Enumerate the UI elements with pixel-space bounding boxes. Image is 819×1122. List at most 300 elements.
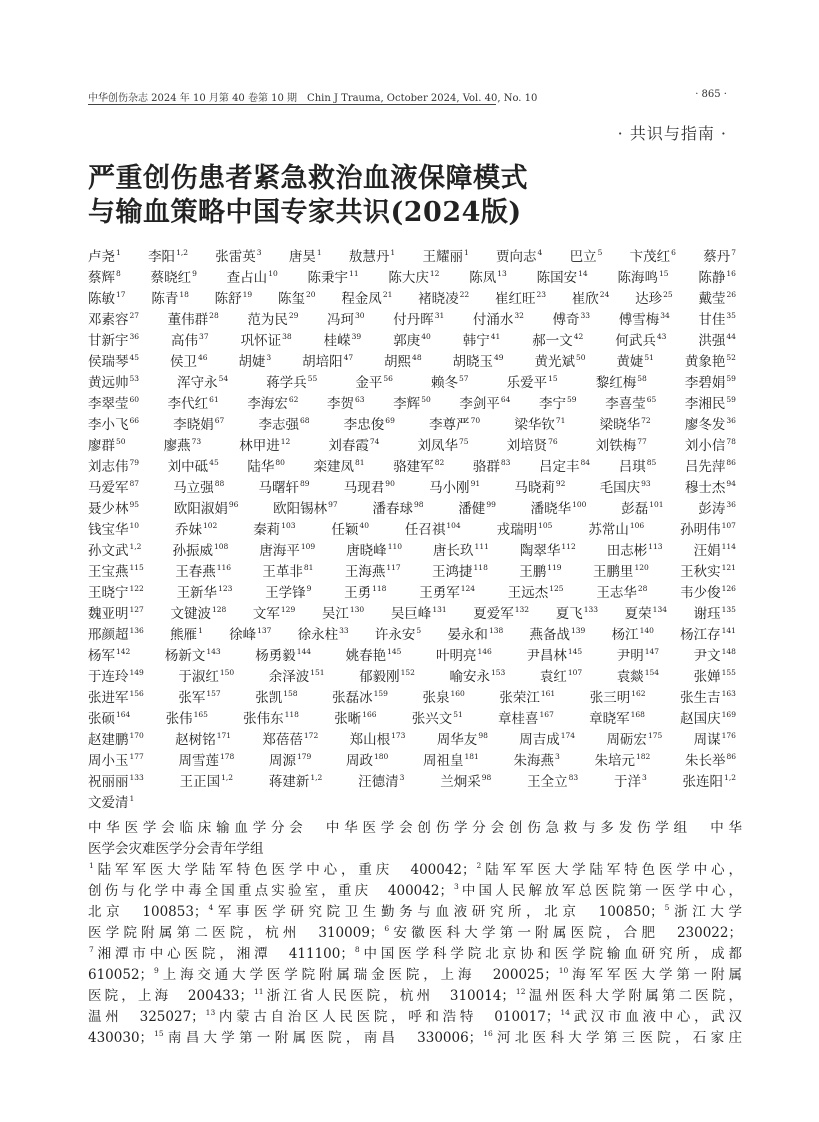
affiliation-ref: 129 — [280, 605, 296, 614]
author-name: 杨勇毅 — [255, 648, 296, 664]
affiliation-ref: 158 — [283, 689, 298, 698]
affiliation-ref: 1 — [198, 626, 203, 635]
author — [247, 310, 298, 331]
author-name: 李海宏 — [247, 396, 288, 412]
affiliation-ref: 66 — [129, 416, 140, 425]
affiliation-ref: 63 — [355, 395, 365, 404]
author — [259, 415, 310, 436]
affiliation-ref: 137 — [257, 626, 272, 635]
author-name: 蔡辉 — [88, 270, 115, 286]
affiliation-text: 陆军军医大学陆军特色医学中心，重庆 400042； — [93, 862, 476, 878]
author — [346, 751, 388, 772]
affiliation-ref: 86 — [726, 458, 736, 467]
author-name: 尹昌林 — [526, 648, 567, 664]
affiliation-ref: 68 — [300, 416, 310, 425]
author-name: 黄光斌 — [534, 354, 575, 370]
author — [174, 499, 239, 520]
author — [520, 541, 576, 562]
affiliation-ref: 33 — [339, 626, 349, 635]
affiliation-ref: 1 — [463, 248, 469, 257]
affiliation-text: 武汉市血液中心，武汉 — [569, 1009, 742, 1025]
affiliation-ref: 117 — [386, 563, 401, 572]
author-name: 任颖 — [331, 522, 359, 538]
author — [463, 331, 501, 352]
affiliation-ref: 53 — [129, 374, 140, 383]
author — [88, 478, 139, 499]
author-name: 周谋 — [693, 732, 721, 748]
affiliation-ref: 29 — [288, 311, 299, 320]
affiliation-ref: 14 — [578, 269, 588, 278]
affiliation-ref: 3 — [256, 248, 262, 257]
affiliation-ref: 134 — [652, 605, 667, 614]
affiliation-ref: 3 — [399, 773, 405, 782]
author — [694, 604, 736, 625]
author-name: 唐晓峰 — [346, 543, 387, 559]
author-name: 张进军 — [88, 690, 129, 706]
author-name: 张生吉 — [680, 690, 721, 706]
affiliation-text: 陆军军医大学陆军特色医学中心， — [481, 862, 742, 878]
affiliation-ref: 83 — [568, 773, 579, 782]
affiliation-line — [88, 1007, 742, 1028]
affiliation-ref: 43 — [656, 332, 667, 341]
author-name: 黄远帅 — [88, 375, 129, 391]
affiliation-line — [88, 986, 742, 1007]
author — [498, 709, 554, 730]
author-name: 黄婕 — [616, 354, 644, 370]
author — [617, 268, 668, 289]
author — [393, 457, 444, 478]
affiliation-ref: 21 — [382, 290, 393, 299]
author — [253, 520, 295, 541]
affiliation-ref: 145 — [387, 647, 402, 656]
affiliation-ref: 181 — [464, 752, 479, 761]
affiliation-ref: 45 — [129, 353, 140, 362]
author — [241, 331, 292, 352]
author-name: 胡培阳 — [302, 354, 343, 370]
affiliation-ref: 142 — [116, 647, 131, 656]
affiliation-ref: 174 — [560, 731, 576, 740]
author-name: 张硕 — [88, 711, 115, 727]
author-name: 刘中砥 — [167, 459, 209, 475]
author-name: 潘晓华 — [530, 501, 572, 517]
author-name: 范为民 — [247, 312, 288, 328]
author-name: 陈玺 — [277, 291, 305, 307]
affiliation-ref: 50 — [575, 353, 586, 362]
author — [519, 562, 561, 583]
author-name: 张荣江 — [499, 690, 540, 706]
author-name: 张连阳 — [682, 774, 724, 790]
author — [302, 352, 353, 373]
author-line — [88, 457, 736, 478]
affiliation-text: 北京 100853； — [88, 904, 208, 920]
affiliation-ref: 118 — [372, 584, 387, 593]
affiliation-line — [88, 902, 742, 923]
affiliation-ref: 3 — [266, 353, 272, 362]
author-name: 戎瑞明 — [496, 522, 538, 538]
author — [615, 331, 666, 352]
author — [630, 247, 676, 268]
author-name: 乐爱平 — [506, 375, 548, 391]
author — [88, 751, 144, 772]
affiliation-ref: 80 — [275, 458, 285, 467]
affiliation-text: 创伤与化学中毒全国重点实验室，重庆 400042； — [88, 883, 453, 899]
author — [605, 394, 656, 415]
author-name: 朱海燕 — [513, 753, 554, 769]
author-name: 熊雁 — [170, 627, 198, 643]
author-name: 胡婕 — [238, 354, 266, 370]
affiliation-ref: 166 — [362, 710, 377, 719]
author — [178, 667, 234, 688]
affiliation-ref: 51 — [644, 353, 654, 362]
affiliation-ref: 130 — [349, 605, 365, 614]
author — [88, 457, 139, 478]
author-name: 夏荣 — [624, 606, 652, 622]
author-name: 孙文武 — [88, 543, 129, 559]
author — [88, 499, 139, 520]
author-name: 赵建鹏 — [88, 732, 129, 748]
affiliation-ref: 46 — [197, 353, 208, 362]
author-line — [88, 247, 736, 268]
author-name: 汪德清 — [358, 774, 399, 790]
author-name: 韩宁 — [462, 333, 490, 349]
author-name: 廖燕 — [163, 438, 191, 454]
affiliation-ref: 39 — [351, 332, 362, 341]
affiliation-ref: 62 — [288, 395, 299, 404]
author-name: 尹文 — [693, 648, 721, 664]
affiliation-ref: 112 — [561, 542, 576, 551]
author-name: 廖冬发 — [684, 417, 726, 433]
affiliation-number: 10 — [558, 966, 569, 975]
author — [680, 562, 736, 583]
affiliation-ref: 107 — [567, 668, 583, 677]
author-name: 李贺 — [327, 396, 355, 412]
affiliation-ref: 89 — [300, 479, 310, 488]
author — [590, 688, 646, 709]
author — [514, 415, 565, 436]
author-name: 王耀丽 — [422, 249, 463, 265]
organization-line — [88, 839, 742, 860]
author — [229, 625, 271, 646]
affiliation-ref: 180 — [374, 752, 389, 761]
author-name: 程金凤 — [341, 291, 382, 307]
author-name: 陆华 — [247, 459, 275, 475]
author — [432, 562, 488, 583]
affiliation-ref: 98 — [413, 500, 424, 509]
author — [698, 268, 736, 289]
author-name: 冯珂 — [327, 312, 355, 328]
author-name: 陈舒 — [214, 291, 242, 307]
affiliation-number: 2 — [476, 861, 482, 870]
author — [685, 436, 736, 457]
author-name: 郝一文 — [532, 333, 573, 349]
author — [88, 583, 144, 604]
author — [88, 604, 144, 625]
author — [327, 310, 365, 331]
author-name: 孙明伟 — [680, 522, 721, 538]
author — [619, 457, 657, 478]
author — [539, 394, 577, 415]
affiliation-ref: 79 — [129, 458, 140, 467]
author — [344, 415, 395, 436]
author — [238, 352, 271, 373]
affiliation-ref: 100 — [572, 500, 587, 509]
affiliation-ref: 41 — [490, 332, 501, 341]
author-name: 黄象艳 — [684, 354, 726, 370]
author — [539, 457, 590, 478]
author-name: 徐峰 — [229, 627, 257, 643]
author-line — [88, 520, 736, 541]
affiliation-ref: 72 — [641, 416, 651, 425]
page-number: · 865 · — [695, 89, 727, 100]
author — [334, 709, 376, 730]
author-name: 骆群 — [472, 459, 500, 475]
affiliation-ref: 154 — [644, 668, 660, 677]
affiliation-ref: 87 — [129, 479, 140, 488]
author — [88, 331, 139, 352]
affiliation-ref: 57 — [459, 374, 469, 383]
affiliation-number: 15 — [154, 1029, 164, 1038]
affiliation-ref: 176 — [721, 731, 736, 740]
author-name: 刘志伟 — [88, 459, 129, 475]
author-name: 蒋学兵 — [266, 375, 307, 391]
author-name: 晏永和 — [447, 627, 488, 643]
author — [459, 394, 510, 415]
author — [436, 646, 492, 667]
affiliation-ref: 147 — [644, 647, 660, 656]
author — [507, 436, 558, 457]
author — [322, 604, 364, 625]
affiliation-ref: 114 — [721, 542, 736, 551]
affiliation-ref: 24 — [599, 290, 610, 299]
affiliation-ref: 12 — [280, 437, 291, 446]
affiliation-ref: 85 — [646, 458, 657, 467]
affiliation-ref: 151 — [310, 668, 325, 677]
author — [532, 331, 583, 352]
author — [458, 499, 496, 520]
author-name: 任召祺 — [404, 522, 446, 538]
affiliation-ref: 164 — [116, 710, 131, 719]
author — [685, 751, 736, 772]
author-name: 张伟 — [165, 711, 193, 727]
author — [88, 268, 121, 289]
affiliation-ref: 12 — [429, 269, 440, 278]
author-name: 王远杰 — [507, 585, 549, 601]
affiliation-number: 7 — [89, 945, 94, 954]
author-name: 苏常山 — [588, 522, 629, 538]
affiliation-text: 医学院附属第二医院，杭州 310009； — [88, 925, 384, 941]
affiliation-ref: 59 — [567, 395, 577, 404]
author — [88, 352, 139, 373]
affiliation-ref: 3 — [555, 752, 560, 761]
author — [266, 373, 317, 394]
author — [88, 415, 139, 436]
author-name: 马立强 — [173, 480, 214, 496]
author-line — [88, 436, 736, 457]
author — [496, 247, 542, 268]
author — [614, 772, 647, 793]
affiliation-ref: 9 — [306, 584, 312, 593]
author-line — [88, 394, 736, 415]
affiliation-ref: 1,2 — [221, 773, 234, 782]
author-name: 李晓娟 — [173, 417, 214, 433]
author-name: 吴江 — [321, 606, 349, 622]
author-name: 陈青 — [151, 291, 179, 307]
author — [328, 436, 379, 457]
author — [617, 667, 659, 688]
affiliation-ref: 37 — [199, 332, 209, 341]
affiliation-ref: 36 — [129, 332, 140, 341]
affiliation-ref: 97 — [328, 500, 338, 509]
author — [473, 310, 524, 331]
affiliation-number: 9 — [154, 966, 159, 975]
author — [534, 352, 585, 373]
author-name: 陈海鸣 — [617, 270, 658, 286]
author — [175, 562, 231, 583]
author-name: 达珍 — [635, 291, 663, 307]
author — [447, 625, 503, 646]
author-name: 夏飞 — [555, 606, 583, 622]
affiliation-ref: 110 — [387, 542, 403, 551]
affiliation-ref: 172 — [303, 731, 319, 740]
author — [262, 730, 318, 751]
author-name: 欧阳锡林 — [273, 501, 328, 517]
author — [170, 625, 203, 646]
author — [419, 583, 475, 604]
author — [685, 352, 736, 373]
author — [88, 730, 144, 751]
author-name: 于连玲 — [88, 669, 129, 685]
affiliation-ref: 81 — [355, 458, 365, 467]
author-name: 傅奇 — [552, 312, 580, 328]
author — [495, 289, 546, 310]
author — [440, 772, 491, 793]
author — [621, 499, 663, 520]
affiliation-text: 温州医科大学附属第二医院， — [525, 988, 742, 1004]
author-name: 章桂喜 — [498, 711, 539, 727]
author — [243, 709, 299, 730]
affiliation-ref: 108 — [213, 542, 229, 551]
affiliation-ref: 153 — [491, 668, 506, 677]
affiliation-ref: 23 — [536, 290, 547, 299]
author — [393, 394, 431, 415]
author-name: 杨江存 — [680, 627, 721, 643]
affiliation-ref: 84 — [580, 458, 591, 467]
author-name: 尹明 — [616, 648, 644, 664]
affiliation-ref: 136 — [129, 626, 144, 635]
author-name: 邢颜超 — [88, 627, 129, 643]
author-name: 吴巨峰 — [390, 606, 432, 622]
affiliation-ref: 171 — [216, 731, 232, 740]
author-name: 唐长玖 — [433, 543, 474, 559]
affiliation-ref: 1,2 — [724, 773, 736, 782]
author-name: 金平 — [355, 375, 383, 391]
author-name: 韦少俊 — [680, 585, 721, 601]
affiliation-ref: 35 — [726, 311, 736, 320]
affiliation-text: 军事医学研究院卫生勤务与血液研究所，北京 100850； — [213, 904, 664, 920]
author — [298, 625, 349, 646]
affiliation-ref: 179 — [297, 752, 312, 761]
author — [314, 457, 365, 478]
author — [88, 709, 130, 730]
affiliation-ref: 49 — [494, 353, 504, 362]
author-name: 陈敏 — [88, 291, 115, 307]
author-name: 燕备战 — [529, 627, 570, 643]
affiliation-number: 1 — [89, 861, 94, 870]
author — [617, 646, 659, 667]
affiliation-ref: 157 — [206, 689, 221, 698]
affiliation-text: 安徽医科大学第一附属医院，合肥 230022； — [389, 925, 742, 941]
author-name: 付丹晖 — [393, 312, 434, 328]
author-name: 周祖皇 — [423, 753, 464, 769]
affiliation-ref: 165 — [193, 710, 208, 719]
author — [151, 289, 189, 310]
author-line — [88, 289, 736, 310]
author — [556, 604, 598, 625]
affiliation-ref: 140 — [639, 626, 654, 635]
author — [269, 751, 311, 772]
affiliation-ref: 54 — [218, 374, 229, 383]
author — [450, 667, 506, 688]
author-name: 周小玉 — [88, 753, 129, 769]
author-name: 杨军 — [88, 648, 115, 664]
affiliation-ref: 60 — [129, 395, 140, 404]
author — [88, 667, 144, 688]
author — [694, 667, 736, 688]
author-line — [88, 541, 736, 562]
author-name: 姚春艳 — [345, 648, 387, 664]
affiliation-ref: 38 — [282, 332, 292, 341]
author-name: 于洋 — [613, 774, 641, 790]
affiliation-ref: 162 — [631, 689, 646, 698]
author-name: 刘培贤 — [506, 438, 548, 454]
author — [165, 646, 221, 667]
author — [168, 394, 219, 415]
author-line — [88, 730, 736, 751]
author — [171, 331, 209, 352]
author — [349, 247, 395, 268]
affiliation-ref: 123 — [218, 584, 233, 593]
affiliation-ref: 58 — [637, 374, 647, 383]
affiliation-ref: 83 — [500, 458, 511, 467]
author — [412, 709, 463, 730]
author-name: 甘佳 — [698, 312, 726, 328]
affiliation-ref: 118 — [284, 710, 299, 719]
author-name: 侯卫 — [169, 354, 197, 370]
author — [384, 352, 422, 373]
author — [680, 520, 736, 541]
affiliation-ref: 177 — [129, 752, 144, 761]
author-name: 查占山 — [226, 270, 268, 286]
affiliation-ref: 118 — [473, 563, 488, 572]
author-name: 周华友 — [436, 732, 478, 748]
author — [606, 730, 662, 751]
author-name: 董伟群 — [167, 312, 209, 328]
author-name: 巩怀证 — [240, 333, 282, 349]
author-name: 袁燚 — [616, 669, 644, 685]
author-name: 祝丽丽 — [88, 774, 129, 790]
author-list — [88, 247, 736, 814]
author-name: 李忠俊 — [343, 417, 385, 433]
author — [680, 583, 736, 604]
affiliation-ref: 17 — [116, 290, 126, 299]
author-line — [88, 688, 736, 709]
affiliation-ref: 73 — [191, 437, 202, 446]
column-label: · 共识与指南 · — [617, 124, 727, 143]
author-name: 于淑红 — [178, 669, 219, 685]
affiliation-ref: 3 — [641, 773, 647, 782]
author-line — [88, 625, 736, 646]
author — [694, 541, 736, 562]
